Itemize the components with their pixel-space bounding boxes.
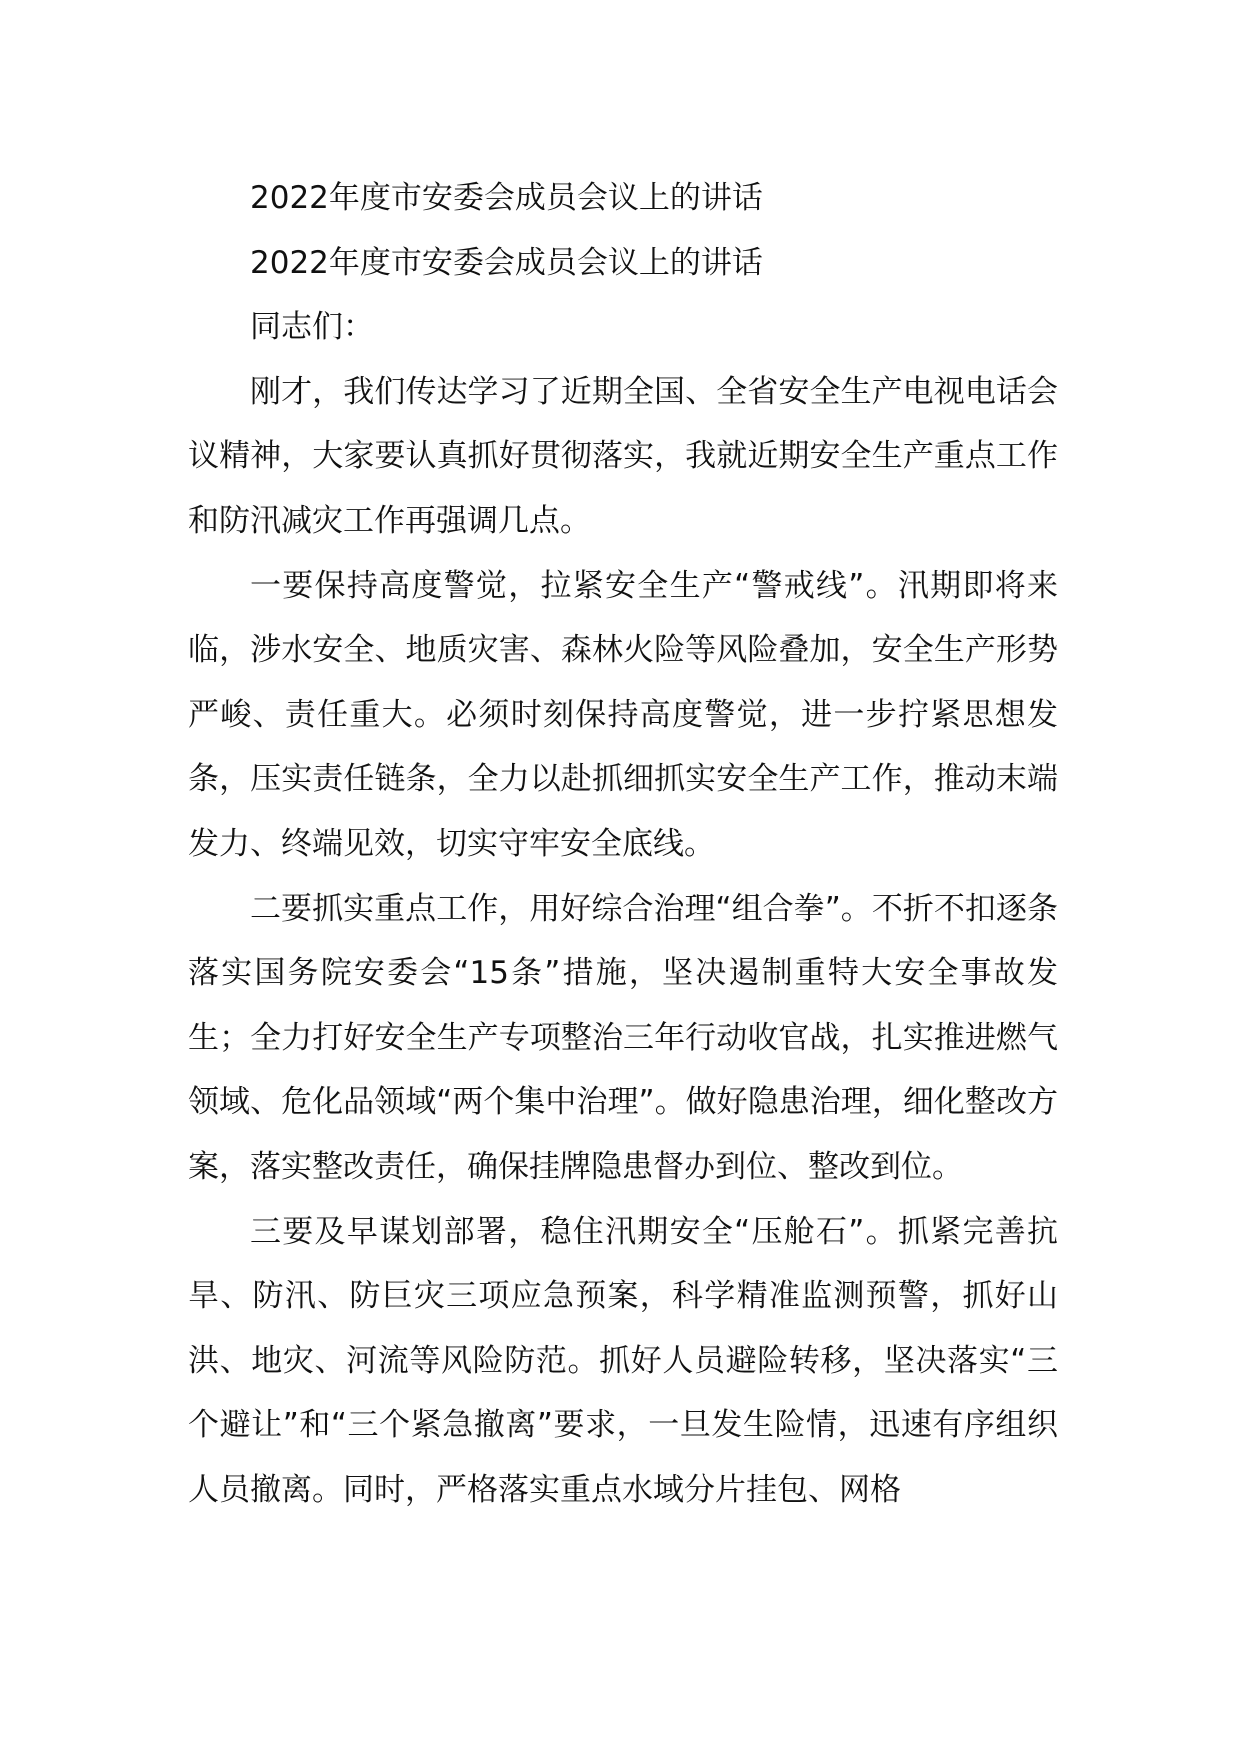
- paragraph-point-1: 一要保持高度警觉，拉紧安全生产“警戒线”。汛期即将来临，涉水安全、地质灾害、森林火险等风险叠加，安全生产形势严峻、责任重大。必须时刻保持高度警觉，进一步拧紧思想发条，压实责任链条，全力以赴抓细抓实安全生产工作，推动末端发力、终端见效，切实守牢安全底线。: [188, 567, 1058, 862]
- document-body: [188, 166, 1058, 1522]
- document-title: 2022年度市安委会成员会议上的讲话: [250, 180, 763, 216]
- paragraph-point-2: 二要抓实重点工作，用好综合治理“组合拳”。不折不扣逐条落实国务院安委会“15条”措施，坚决遏制重特大安全事故发生；全力打好安全生产专项整治三年行动收官战，扎实推进燃气领域、危化品领域“两个集中治理”。做好隐患治理，细化整改方案，落实整改责任，确保挂牌隐患督办到位、整改到位。: [188, 890, 1058, 1185]
- document-subtitle: 2022年度市安委会成员会议上的讲话: [250, 244, 763, 281]
- paragraph-point-3: 三要及早谋划部署，稳住汛期安全“压舱石”。抓紧完善抗旱、防汛、防巨灾三项应急预案，科学精准监测预警，抓好山洪、地灾、河流等风险防范。抓好人员避险转移，坚决落实“三个避让”和“三个紧急撤离”要求，一旦发生险情，迅速有序组织人员撤离。同时，严格落实重点水域分片挂包、网格: [188, 1213, 1058, 1508]
- salutation: 同志们：: [250, 309, 374, 346]
- paragraph-intro: 刚才，我们传达学习了近期全国、全省安全生产电视电话会议精神，大家要认真抓好贯彻落实，我就近期安全生产重点工作和防汛减灾工作再强调几点。: [188, 373, 1058, 539]
